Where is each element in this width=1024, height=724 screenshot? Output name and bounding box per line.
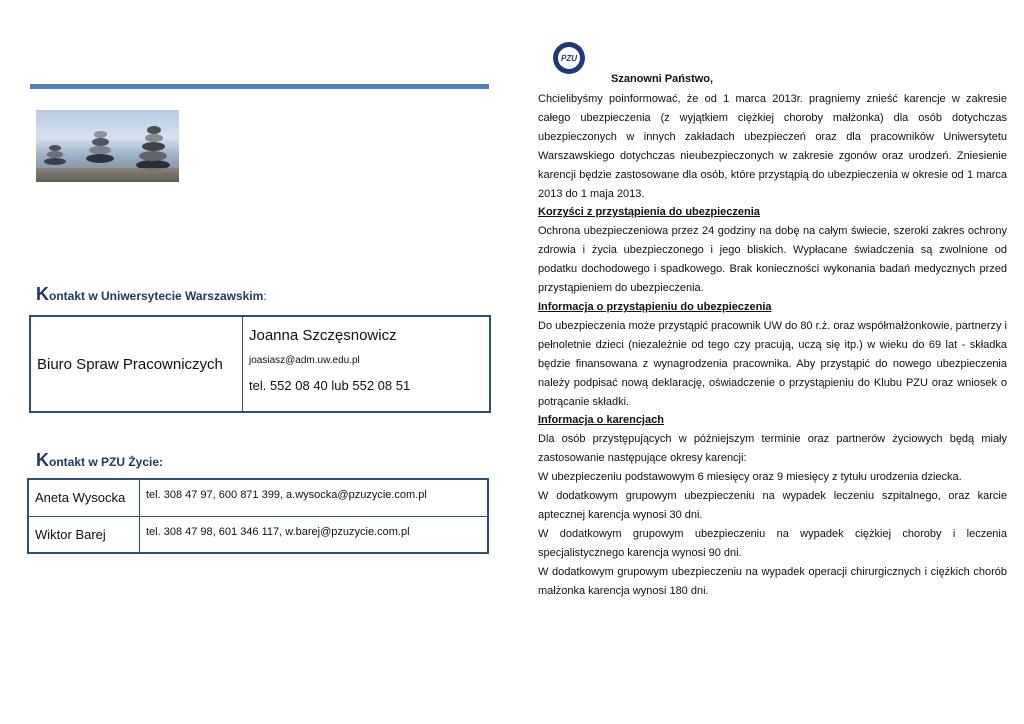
letter-body: [538, 90, 1007, 600]
accent-bar: [30, 84, 489, 89]
uw-contact-person: Joanna Szczęsnowicz: [249, 327, 397, 344]
pzu-contact-name: Wiktor Barej: [29, 517, 140, 552]
uw-contact-phone: tel. 552 08 40 lub 552 08 51: [249, 378, 411, 393]
table-row: [29, 516, 487, 552]
uw-contact-table: [29, 315, 491, 413]
pzu-contact-details: tel. 308 47 97, 600 871 399, a.wysocka@pzuzycie.com.pl: [146, 489, 427, 501]
joining-paragraph: Do ubezpieczenia może przystąpić pracownik UW do 80 r.ż. oraz współmałżonkowie, partnerzy i pełnoletnie dzieci (niezależnie od tego czy pracują, uczą się itp.) w wieku do 69 lat - składka będzie finansowana z wynagrodzenia pracownika. Aby przystąpić do nowego ubezpieczenia należy podpisać nową deklarację, oświadczenie o przystąpieniu do Klubu PZU oraz wniosek o potrącanie składki.: [538, 319, 1007, 408]
benefits-heading: Korzyści z przystąpienia do ubezpieczenia: [538, 206, 760, 219]
waiting-line: W dodatkowym grupowym ubezpieczeniu na wypadek ciężkiej choroby i leczenia specjalistycznego karencja wynosi 90 dni.: [538, 527, 1007, 559]
intro-paragraph: Chcielibyśmy poinformować, że od 1 marca 2013r. pragniemy znieść karencje w zakresie całego ubezpieczenia (z wyjątkiem ciężkiej choroby małżonka) dla osób dotychczas ubezpieczonych w innych zakładach ubezpieczeń oraz dla pracowników Uniwersytetu Warszawskiego dotychczas nieubezpieczonych w zakresie zgonów oraz urodzeń. Zniesienie karencji będzie zastosowane dla osób, które przystąpią do ubezpieczenia w okresie od 1 marca 2013 do 1 maja 2013.: [538, 93, 1007, 200]
waiting-line: W dodatkowym grupowym ubezpieczeniu na wypadek leczeniu szpitalnego, oraz karcie aptecznej karencja wynosi 30 dni.: [538, 490, 1007, 521]
joining-heading: Informacja o przystąpieniu do ubezpieczenia: [538, 300, 772, 313]
pzu-contact-details: tel. 308 47 98, 601 346 117, w.barej@pzuzycie.com.pl: [146, 526, 410, 538]
uw-office-name: Biuro Spraw Pracowniczych: [31, 317, 243, 411]
greeting: Szanowni Państwo,: [611, 73, 714, 85]
pzu-contact-table: [27, 478, 489, 554]
stone-stack-photo: [36, 110, 179, 182]
pzu-logo-icon: PZU: [553, 42, 585, 74]
table-row: [29, 480, 487, 516]
uw-contact-heading: Kontakt w Uniwersytecie Warszawskim:: [36, 284, 267, 304]
pzu-contact-name: Aneta Wysocka: [29, 480, 140, 516]
pzu-contact-heading: Kontakt w PZU Życie:: [36, 450, 164, 470]
waiting-line: W ubezpieczeniu podstawowym 6 miesięcy oraz 9 miesięcy z tytułu urodzenia dziecka.: [538, 471, 962, 484]
left-panel: [0, 0, 510, 724]
benefits-paragraph: Ochrona ubezpieczeniowa przez 24 godziny na dobę na całym świecie, szeroki zakres ochrony zdrowia i życia ubezpieczonego i jego bliskich. Wypłacane świadczenia są zwolnione od podatku dochodowego i spadkowego. Brak konieczności wykonania badań medycznych przed przystąpieniem do ubezpieczenia.: [538, 225, 1007, 295]
uw-contact-details: [243, 317, 489, 411]
waiting-heading: Informacja o karencjach: [538, 414, 664, 427]
waiting-line: Dla osób przystępujących w późniejszym terminie oraz partnerów życiowych będą miały zastosowanie następujące okresy karencji:: [538, 433, 1007, 465]
waiting-line: W dodatkowym grupowym ubezpieczeniu na wypadek operacji chirurgicznych i ciężkich chorób małżonka karencja wynosi 180 dni.: [538, 565, 1007, 597]
uw-contact-email: joasiasz@adm.uw.edu.pl: [249, 355, 360, 366]
